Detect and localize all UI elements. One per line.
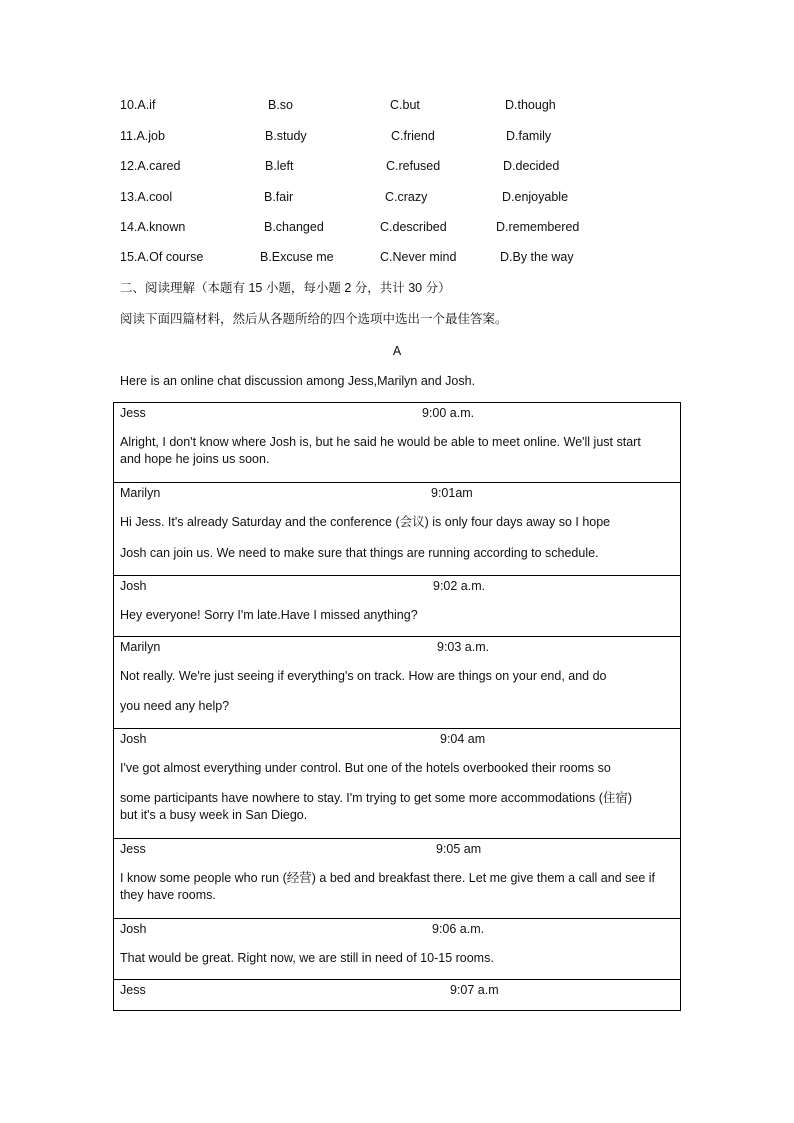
message-line: you need any help?	[120, 699, 230, 713]
option-c: C.crazy	[385, 190, 428, 204]
chat-row	[114, 637, 680, 729]
option-a: 12.A.cared	[120, 159, 181, 173]
message-time: 9:00 a.m.	[422, 406, 475, 420]
message-line: Not really. We're just seeing if everything's on track. How are things on your end, and do	[120, 669, 607, 683]
chat-row	[114, 403, 680, 483]
speaker-name: Josh	[120, 732, 147, 746]
message-line: some participants have nowhere to stay. I'm trying to get some more accommodations (住宿)	[120, 791, 633, 805]
speaker-name: Marilyn	[120, 640, 161, 654]
chat-row	[114, 839, 680, 919]
option-row	[0, 158, 794, 176]
message-line: they have rooms.	[120, 888, 216, 902]
option-c: C.but	[390, 98, 420, 112]
chat-row	[114, 483, 680, 576]
option-a: 11.A.job	[120, 129, 165, 143]
passage-intro: Here is an online chat discussion among Jess,Marilyn and Josh.	[120, 374, 476, 388]
option-d: D.decided	[503, 159, 560, 173]
option-a: 15.A.Of course	[120, 250, 204, 264]
message-line: I've got almost everything under control. But one of the hotels overbooked their rooms so	[120, 761, 611, 775]
message-time: 9:04 am	[440, 732, 486, 746]
message-line: Hi Jess. It's already Saturday and the conference (会议) is only four days away so I hope	[120, 515, 611, 529]
option-d: D.remembered	[496, 220, 580, 234]
option-b: B.left	[265, 159, 294, 173]
message-line: Alright, I don't know where Josh is, but he said he would be able to meet online. We'll just start	[120, 435, 641, 449]
option-row	[0, 97, 794, 115]
message-time: 9:01am	[431, 486, 473, 500]
option-row	[0, 219, 794, 237]
option-b: B.changed	[264, 220, 324, 234]
speaker-name: Josh	[120, 922, 147, 936]
message-text	[120, 434, 674, 468]
chat-row	[114, 576, 680, 637]
option-c: C.described	[380, 220, 447, 234]
option-row	[0, 128, 794, 146]
message-time: 9:07 a.m	[450, 983, 499, 997]
message-time: 9:05 am	[436, 842, 482, 856]
option-d: D.though	[505, 98, 556, 112]
option-row	[0, 249, 794, 267]
option-a: 13.A.cool	[120, 190, 173, 204]
speaker-name: Josh	[120, 579, 147, 593]
message-time: 9:03 a.m.	[437, 640, 490, 654]
option-d: D.enjoyable	[502, 190, 569, 204]
speaker-name: Marilyn	[120, 486, 161, 500]
message-time: 9:02 a.m.	[433, 579, 486, 593]
option-b: B.Excuse me	[260, 250, 334, 264]
message-line: I know some people who run (经营) a bed and breakfast there. Let me give them a call and see if	[120, 871, 656, 885]
option-b: B.so	[268, 98, 294, 112]
option-b: B.study	[265, 129, 307, 143]
chat-row	[114, 919, 680, 980]
chat-table	[113, 402, 681, 1011]
message-time: 9:06 a.m.	[432, 922, 485, 936]
message-line: but it's a busy week in San Diego.	[120, 808, 308, 822]
chat-row	[114, 980, 680, 1010]
section-heading: 二、阅读理解（本题有 15 小题，每小题 2 分，共计 30 分）	[120, 281, 451, 295]
option-b: B.fair	[264, 190, 294, 204]
option-c: C.friend	[391, 129, 435, 143]
passage-label: A	[392, 344, 402, 358]
chat-row	[114, 729, 680, 839]
speaker-name: Jess	[120, 406, 146, 420]
speaker-name: Jess	[120, 842, 146, 856]
option-a: 14.A.known	[120, 220, 186, 234]
section-instruction: 阅读下面四篇材料，然后从各题所给的四个选项中选出一个最佳答案。	[120, 312, 508, 326]
message-line: Hey everyone! Sorry I'm late.Have I missed anything?	[120, 608, 418, 622]
option-d: D.By the way	[500, 250, 574, 264]
message-text	[120, 790, 674, 824]
message-line: That would be great. Right now, we are still in need of 10-15 rooms.	[120, 951, 494, 965]
option-c: C.Never mind	[380, 250, 457, 264]
option-row	[0, 189, 794, 207]
option-a: 10.A.if	[120, 98, 156, 112]
speaker-name: Jess	[120, 983, 146, 997]
message-text	[120, 870, 674, 904]
message-line: and hope he joins us soon.	[120, 452, 270, 466]
option-d: D.family	[506, 129, 552, 143]
option-c: C.refused	[386, 159, 441, 173]
message-line: Josh can join us. We need to make sure that things are running according to schedule.	[120, 546, 599, 560]
